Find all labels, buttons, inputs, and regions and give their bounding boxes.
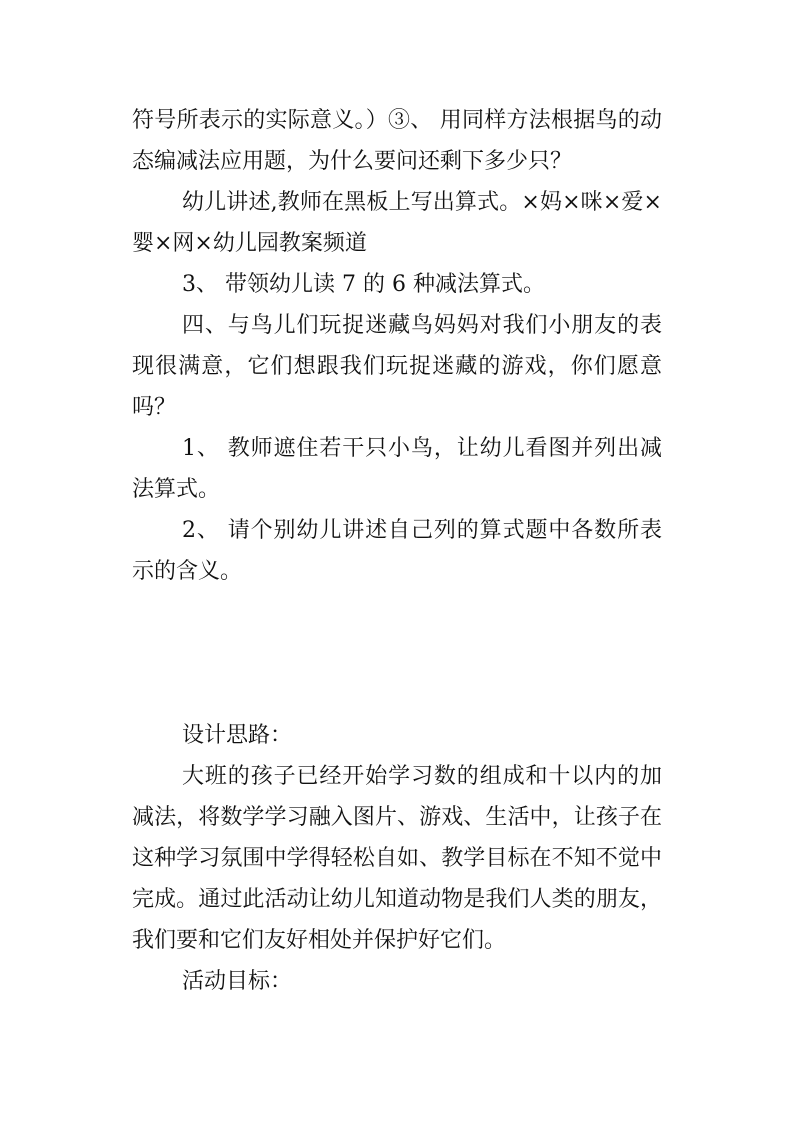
section-heading: 活动目标： xyxy=(182,969,293,994)
section-gap xyxy=(132,592,662,715)
paragraph: 符号所表示的实际意义。）③、 用同样方法根据鸟的动态编减法应用题，为什么要问还剩下多少只？ xyxy=(132,108,662,174)
paragraph: 2、 请个别幼儿讲述自己列的算式题中各数所表示的含义。 xyxy=(132,518,662,584)
section-heading: 设计思路： xyxy=(182,723,293,748)
paragraph: 大班的孩子已经开始学习数的组成和十以内的加减法，将数学学习融入图片、游戏、生活中，让孩子在这种学习氛围中学得轻松自如、教学目标在不知不觉中完成。通过此活动让幼儿知道动物是我们人类的朋友，我们要和它们友好相处并保护好它们。 xyxy=(132,764,662,953)
paragraph: 幼儿讲述,教师在黑板上写出算式。×妈×咪×爱×婴×网×幼儿园教案频道 xyxy=(132,190,662,256)
paragraph: 1、 教师遮住若干只小鸟，让幼儿看图并列出减法算式。 xyxy=(132,436,662,502)
paragraph: 四、与鸟儿们玩捉迷藏鸟妈妈对我们小朋友的表现很满意，它们想跟我们玩捉迷藏的游戏，你们愿意吗？ xyxy=(132,313,662,420)
document-body xyxy=(132,100,662,1002)
paragraph: 3、 带领幼儿读 7 的 6 种减法算式。 xyxy=(182,272,545,297)
